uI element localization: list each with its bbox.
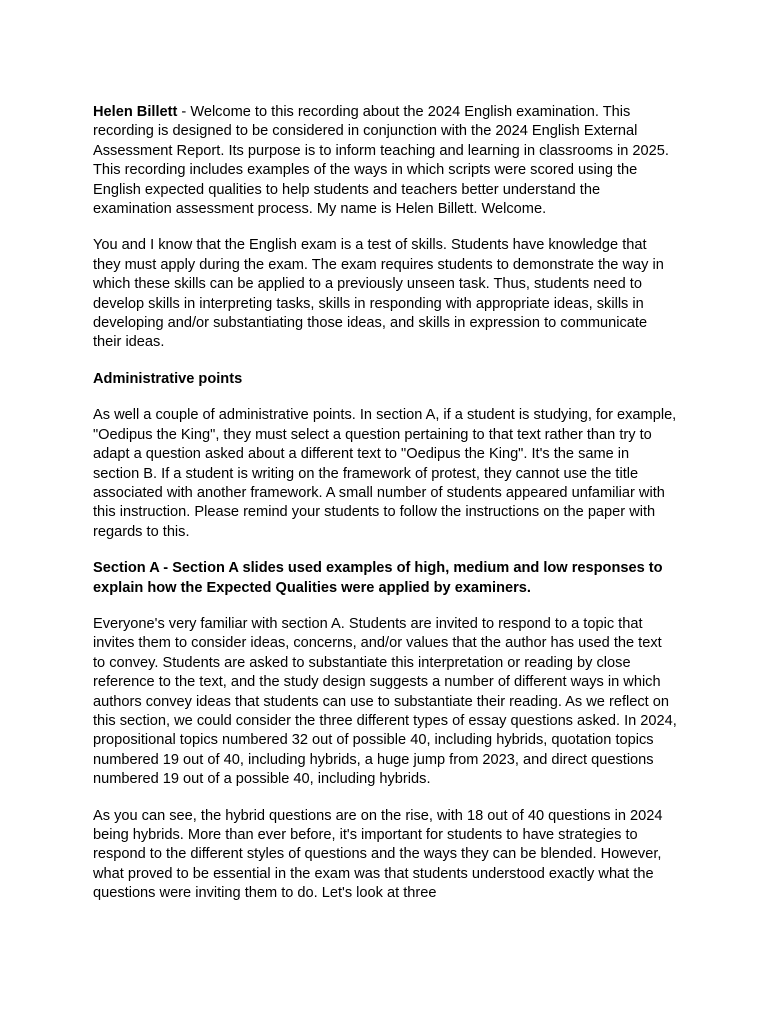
speaker-name: Helen Billett	[93, 104, 178, 120]
section-a-paragraph-1: Everyone's very familiar with section A. Students are invited to respond to a topic that invites them to consider ideas, concerns, and/or values that the author has used the text to convey. Students are asked to substantiate this interpretation or reading by close reference to the text, and the study design suggests a number of different ways in which authors convey ideas that students can use to substantiate their reading. As we reflect on this section, we could consider the three different types of essay questions asked. In 2024, propositional topics numbered 32 out of possible 40, including hybrids, quotation topics numbered 19 out of 40, including hybrids, a huge jump from 2023, and direct questions numbered 19 out of a possible 40, including hybrids.	[93, 615, 677, 788]
intro-paragraph	[93, 103, 677, 219]
section-a-paragraph-2: As you can see, the hybrid questions are on the rise, with 18 out of 40 questions in 2024 being hybrids. More than ever before, it's important for students to have strategies to respond to the different styles of questions and the ways they can be blended. However, what proved to be essential in the exam was that students understood exactly what the questions were inviting them to do. Let's look at three	[93, 807, 663, 902]
intro-text: - Welcome to this recording about the 2024 English examination. This recording is designed to be considered in conjunction with the 2024 English External Assessment Report. Its purpose is to inform teaching and learning in classrooms in 2025. This recording includes examples of the ways in which scripts were scored using the English expected qualities to help students and teachers better understand the examination assessment process. My name is Helen Billett. Welcome.	[93, 104, 669, 218]
document-page	[93, 103, 677, 921]
admin-paragraph: As well a couple of administrative points. In section A, if a student is studying, for example, "Oedipus the King", they must select a question pertaining to that text rather than try to adapt a question asked about a different text to "Oedipus the King". It's the same in section B. If a student is writing on the framework of protest, they cannot use the title associated with another framework. A small number of students appeared unfamiliar with this instruction. Please remind your students to follow the instructions on the paper with regards to this.	[93, 407, 677, 540]
section-a-heading: Section A - Section A slides used examples of high, medium and low responses to explain how the Expected Qualities were applied by examiners.	[93, 560, 663, 596]
admin-heading: Administrative points	[93, 370, 243, 387]
skills-paragraph: You and I know that the English exam is a test of skills. Students have knowledge that they must apply during the exam. The exam requires students to demonstrate the way in which these skills can be applied to a previously unseen task. Thus, students need to develop skills in interpreting tasks, skills in responding with appropriate ideas, skills in developing and/or substantiating those ideas, and skills in expression to communicate their ideas.	[93, 237, 664, 351]
